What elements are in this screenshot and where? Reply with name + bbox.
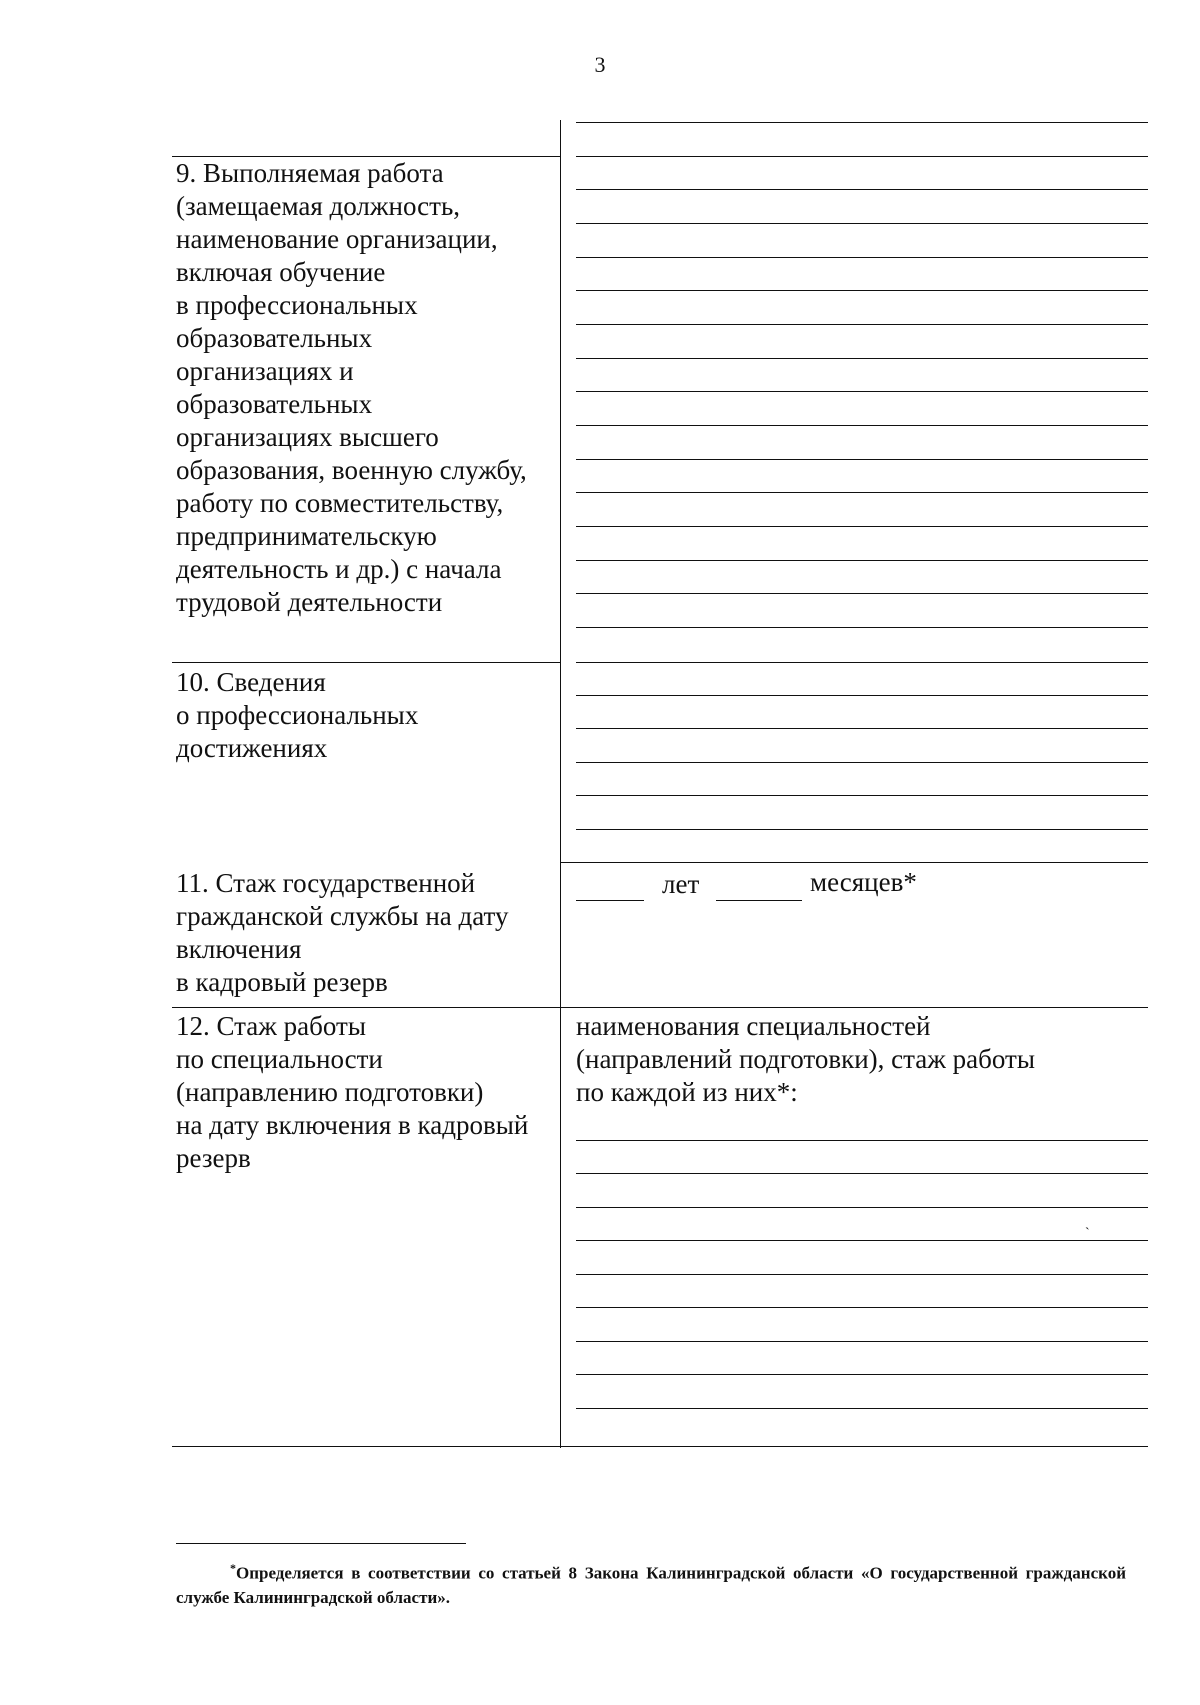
answer-line <box>576 459 1148 460</box>
answer-line <box>576 425 1148 426</box>
answer-line <box>576 627 1148 628</box>
answer-line <box>576 526 1148 527</box>
answer-line <box>576 358 1148 359</box>
row-separator <box>172 1007 560 1008</box>
answer-line <box>576 795 1148 796</box>
answer-line <box>576 492 1148 493</box>
answer-line <box>560 862 1148 863</box>
months-label: месяцев* <box>810 867 917 897</box>
row-10-label: 10. Сведения о профессиональных достижениях <box>176 667 419 763</box>
scan-mark: ˋ <box>1085 1226 1090 1241</box>
answer-line <box>560 1446 1148 1447</box>
answer-line <box>576 1140 1148 1141</box>
answer-line <box>576 1374 1148 1375</box>
years-label: лет <box>662 869 700 899</box>
footnote <box>176 1556 1126 1610</box>
answer-line <box>576 1173 1148 1174</box>
answer-line <box>576 695 1148 696</box>
row-separator <box>172 1446 560 1447</box>
row-separator <box>172 662 560 663</box>
answer-line <box>576 156 1148 157</box>
column-divider <box>560 120 561 1448</box>
months-blank[interactable] <box>716 900 802 901</box>
answer-line <box>576 1341 1148 1342</box>
answer-line <box>576 391 1148 392</box>
answer-line <box>576 1307 1148 1308</box>
answer-line <box>576 728 1148 729</box>
row-11-label: 11. Стаж государственной гражданской службы на дату включения в кадровый резерв <box>176 868 509 997</box>
answer-line <box>576 324 1148 325</box>
answer-line <box>576 762 1148 763</box>
answer-line <box>576 1408 1148 1409</box>
answer-line <box>576 593 1148 594</box>
answer-line <box>576 290 1148 291</box>
page-number: 3 <box>594 52 606 77</box>
answer-line <box>576 189 1148 190</box>
row-9-label: 9. Выполняемая работа (замещаемая должность, наименование организации, включая обучение в профессиональных образовательных организациях и образовательных организациях высшего образования, военную службу, работу по совместительству, предпринимательскую деятельность и др.) с начала трудовой деятельности <box>176 158 527 617</box>
answer-line <box>576 829 1148 830</box>
footnote-separator <box>176 1543 466 1544</box>
answer-line <box>576 1207 1148 1208</box>
footnote-marker: * <box>230 1561 236 1575</box>
answer-line <box>576 122 1148 123</box>
row-12-label: 12. Стаж работы по специальности (направлению подготовки) на дату включения в кадровый резерв <box>176 1011 529 1173</box>
answer-line <box>576 257 1148 258</box>
row-12-answer-text: наименования специальностей (направлений подготовки), стаж работы по каждой из них*: <box>576 1011 1035 1107</box>
answer-line <box>576 1240 1148 1241</box>
answer-line <box>576 223 1148 224</box>
years-blank[interactable] <box>576 900 644 901</box>
answer-line <box>576 560 1148 561</box>
row-separator <box>560 1007 1148 1008</box>
answer-line <box>576 662 1148 663</box>
footnote-text: Определяется в соответствии со статьей 8 Закона Калининградской области «О государственной гражданской службе Калининградской области». <box>176 1563 1126 1607</box>
answer-line <box>576 1274 1148 1275</box>
